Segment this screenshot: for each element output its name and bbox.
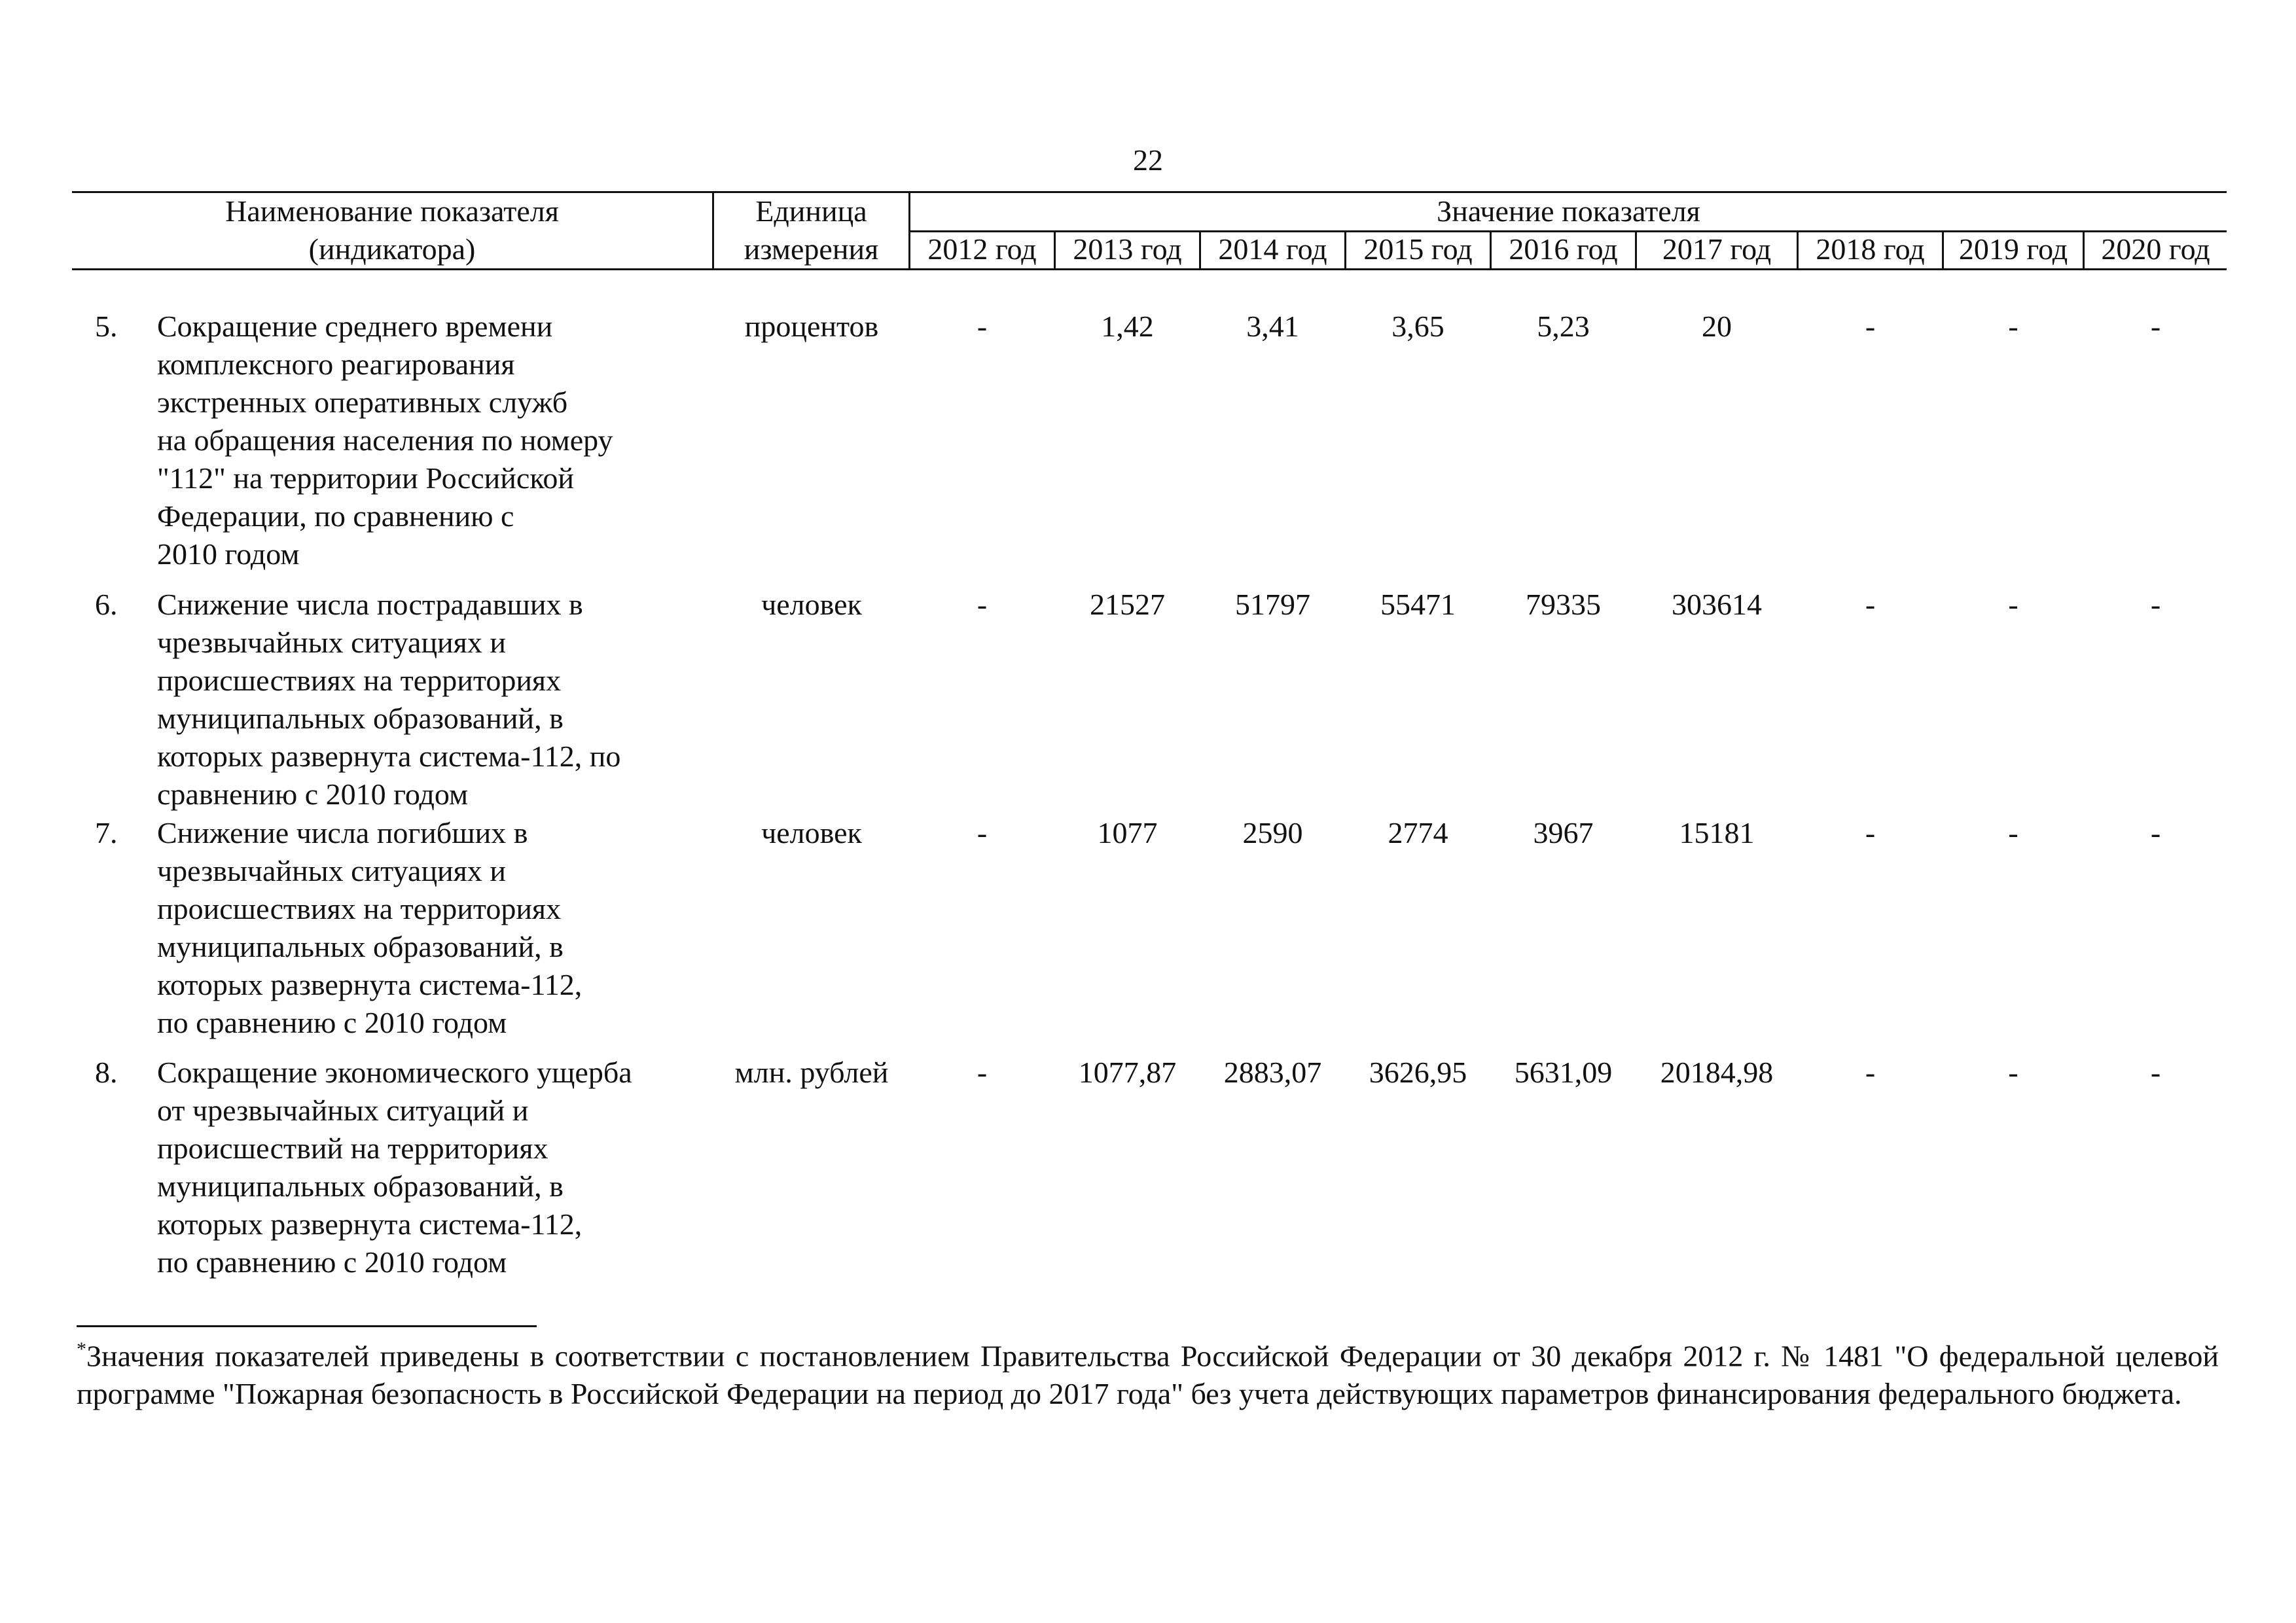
value-2020: -	[2150, 816, 2161, 849]
value-2017: 20184,98	[1660, 1056, 1774, 1089]
header-name-line1: Наименование показателя	[225, 194, 559, 228]
value-2016: 5631,09	[1514, 1056, 1613, 1089]
year-header: 2017 год	[1662, 232, 1772, 266]
value-2018: -	[1865, 1056, 1876, 1089]
value-2018: -	[1865, 588, 1876, 621]
value-2016: 3967	[1533, 816, 1594, 849]
value-2019: -	[2008, 588, 2018, 621]
value-2014: 2883,07	[1223, 1056, 1322, 1089]
footnote	[77, 1330, 2219, 1413]
year-header: 2013 год	[1073, 232, 1182, 266]
footnote-marker: *	[77, 1338, 86, 1360]
value-2019: -	[2008, 816, 2018, 849]
value-2012: -	[977, 310, 988, 343]
value-2013: 1,42	[1101, 310, 1154, 343]
footnote-separator	[77, 1325, 537, 1327]
value-2012: -	[977, 1056, 988, 1089]
unit: процентов	[744, 310, 879, 343]
value-2015: 3626,95	[1369, 1056, 1467, 1089]
value-2014: 3,41	[1246, 310, 1299, 343]
header-unit-line1: Единица	[755, 194, 867, 228]
value-2017: 20	[1702, 310, 1732, 343]
value-2017: 303614	[1672, 588, 1762, 621]
indicator-name: Снижение числа погибших в чрезвычайных ситуациях и происшествиях на территориях муниципальных образований, в которых развернута система-112, по сравнению с 2010 годом	[157, 816, 583, 1039]
value-2017: 15181	[1679, 816, 1755, 849]
year-header: 2019 год	[1958, 232, 2068, 266]
value-2020: -	[2150, 588, 2161, 621]
year-header: 2014 год	[1218, 232, 1327, 266]
row-number: 5.	[95, 310, 118, 343]
year-header: 2020 год	[2101, 232, 2210, 266]
value-2013: 21527	[1090, 588, 1165, 621]
row-number: 6.	[95, 588, 118, 621]
value-2015: 2774	[1388, 816, 1448, 849]
indicator-name: Сокращение среднего времени комплексного реагирования экстренных оперативных служб на обращения населения по номеру "112" на территории Российской Федерации, по сравнению с 2010 годом	[157, 310, 613, 571]
unit: человек	[761, 588, 862, 621]
value-2020: -	[2150, 1056, 2161, 1089]
row-number: 8.	[95, 1056, 118, 1089]
value-2019: -	[2008, 1056, 2018, 1089]
value-2015: 3,65	[1391, 310, 1444, 343]
unit: человек	[761, 816, 862, 849]
footnote-text: Значения показателей приведены в соответствии с постановлением Правительства Российской Федерации от 30 декабря 2012 г. № 1481 "О федеральной целевой программе "Пожарная безопасность в Российской Федерации на период до 2017 года" без учета действующих параметров финансирования федерального бюджета.	[77, 1339, 2219, 1411]
value-2019: -	[2008, 310, 2018, 343]
header-name-line2: (индикатора)	[308, 232, 476, 266]
value-2012: -	[977, 588, 988, 621]
value-2016: 5,23	[1537, 310, 1590, 343]
year-header: 2012 год	[927, 232, 1037, 266]
value-2013: 1077,87	[1078, 1056, 1177, 1089]
year-header: 2018 год	[1816, 232, 1925, 266]
page-number: 22	[1133, 143, 1163, 177]
value-2013: 1077	[1097, 816, 1158, 849]
value-2016: 79335	[1526, 588, 1601, 621]
value-2014: 2590	[1242, 816, 1303, 849]
indicator-name: Снижение числа пострадавших в чрезвычайных ситуациях и происшествиях на территориях муниципальных образований, в которых развернута система-112, по сравнению с 2010 годом	[157, 588, 621, 811]
value-2012: -	[977, 816, 988, 849]
year-header: 2016 год	[1509, 232, 1618, 266]
header-unit-line2: измерения	[744, 232, 879, 266]
value-2020: -	[2150, 310, 2161, 343]
header-value-group: Значение показателя	[1437, 194, 1700, 228]
value-2018: -	[1865, 816, 1876, 849]
row-number: 7.	[95, 816, 118, 849]
value-2014: 51797	[1235, 588, 1310, 621]
header-bottom-rule	[72, 268, 2227, 270]
value-2018: -	[1865, 310, 1876, 343]
unit: млн. рублей	[734, 1056, 889, 1089]
indicator-name: Сокращение экономического ущерба от чрезвычайных ситуаций и происшествий на территориях муниципальных образований, в которых развернута система-112, по сравнению с 2010 годом	[157, 1056, 632, 1279]
value-2015: 55471	[1380, 588, 1456, 621]
year-header: 2015 год	[1363, 232, 1473, 266]
